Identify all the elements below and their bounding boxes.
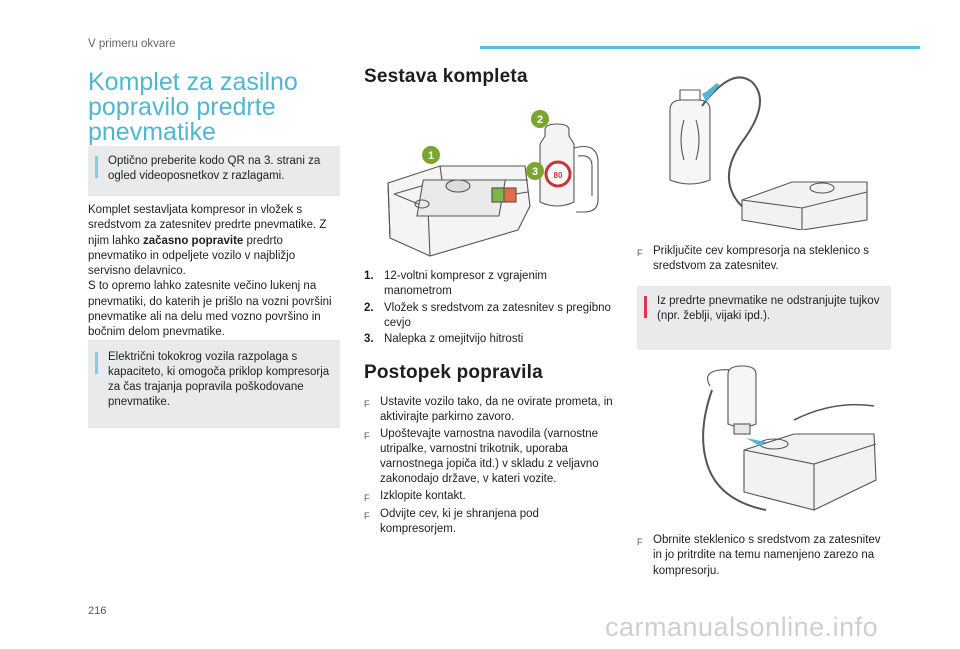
intro-part-3: S to opremo lahko zatesnite večino lukenj na pnevmatiki, do katerih je prišlo na vozni površini pnevmatike ali na delu med vozno površino in bočnim delom pnevmatike.: [88, 280, 332, 339]
kit-item: [364, 301, 614, 332]
page-number: 216: [88, 605, 107, 617]
step-bullet-icon: F: [637, 537, 643, 547]
callout-1: [422, 146, 440, 164]
intro-part-2: predrto pnevmatiko in odpeljete vozilo v najbližjo servisno delavnico.: [88, 234, 296, 278]
kit-item-text: 12-voltni kompresor z vgrajenim manometrom: [384, 270, 547, 298]
step-text: Odvijte cev, ki je shranjena pod kompresorjem.: [380, 508, 539, 536]
procedure-step: [364, 395, 614, 426]
section-header: V primeru okvare: [88, 38, 176, 50]
mount-bottle-illustration: [694, 360, 884, 520]
step-bullet-icon: F: [364, 492, 370, 503]
info-note-text: Optično preberite kodo QR na 3. strani za ogled videoposnetkov z razlagami.: [108, 155, 321, 182]
kit-item: [364, 332, 614, 347]
info-note-electric: [88, 340, 340, 428]
kit-items-list: [364, 269, 614, 348]
step-bullet-icon: F: [364, 399, 370, 409]
info-marker-icon: [95, 352, 98, 374]
procedure-steps: [364, 395, 614, 539]
header-bar: [480, 46, 920, 49]
info-note-qr: [88, 146, 340, 196]
connect-arrow-icon: [702, 84, 720, 102]
procedure-step: [364, 489, 614, 506]
connect-hose-illustration: [662, 70, 872, 230]
speed-sticker-illustration: [546, 162, 570, 186]
step-text: Ustavite vozilo tako, da ne ovirate prometa, in aktivirajte parkirno zavoro.: [380, 396, 613, 424]
page-title: Komplet za zasilno popravilo predrte pnevmatike: [88, 68, 298, 146]
procedure-step: [637, 533, 891, 579]
warning-icon: [644, 296, 647, 318]
kit-heading: Sestava kompleta: [364, 66, 528, 87]
svg-text:80: 80: [553, 171, 563, 180]
procedure-step: [637, 244, 891, 275]
procedure-step: [364, 427, 614, 488]
kit-item-text: Vložek s sredstvom za zatesnitev s pregibno cevjo: [384, 301, 611, 329]
kit-item: [364, 269, 614, 300]
step-bullet-icon: F: [364, 511, 370, 522]
step-text: Upoštevajte varnostna navodila (varnostne utripalke, varnostni trikotnik, uporaba varnostnega jopiča itd.) v skladu z veljavno zakonodajo države, v kateri vozite.: [380, 427, 599, 486]
procedure-heading: Postopek popravila: [364, 362, 543, 383]
callout-2-label: 2: [536, 114, 544, 126]
callout-3-label: 3: [531, 166, 539, 178]
step-bullet-icon: F: [637, 248, 643, 258]
kit-item-number: 3.: [364, 333, 374, 346]
intro-part-1: Komplet sestavljata kompresor in vložek s sredstvom za zatesnitev predrte pnevmatike. Z njim lahko: [88, 204, 327, 247]
mount-step: [637, 533, 891, 580]
callout-1-label: 1: [427, 150, 435, 162]
kit-item-number: 1.: [364, 270, 374, 282]
kit-item-number: 2.: [364, 301, 374, 314]
callout-3: [526, 162, 544, 180]
step-text: Izklopite kontakt.: [380, 489, 466, 502]
step-text: Priključite cev kompresorja na steklenico s sredstvom za zatesnitev.: [653, 245, 870, 273]
step-text: Obrnite steklenico s sredstvom za zatesnitev in jo pritrdite na temu namenjeno zarezo na kompresorju.: [653, 534, 881, 577]
kit-illustration: [380, 108, 610, 264]
info-marker-icon: [95, 156, 98, 178]
kit-item-text: Nalepka z omejitvijo hitrosti: [384, 333, 524, 346]
info-note-text: Električni tokokrog vozila razpolaga s kapaciteto, ki omogoča priklop kompresorja za čas trajanja popravila poškodovane pnevmatike.: [108, 351, 330, 408]
warning-text: Iz predrte pnevmatike ne odstranjujte tujkov (npr. žeblji, vijaki ipd.).: [657, 295, 880, 322]
connect-step: [637, 244, 891, 276]
warning-note: [637, 286, 891, 350]
intro-bold: začasno popravite: [142, 234, 244, 247]
procedure-step: [364, 507, 614, 538]
step-bullet-icon: F: [364, 430, 370, 441]
watermark: carmanualsonline.info: [605, 612, 879, 642]
callout-2: [531, 110, 549, 128]
intro-text: [88, 203, 340, 341]
compressor-illustration: [388, 166, 530, 256]
